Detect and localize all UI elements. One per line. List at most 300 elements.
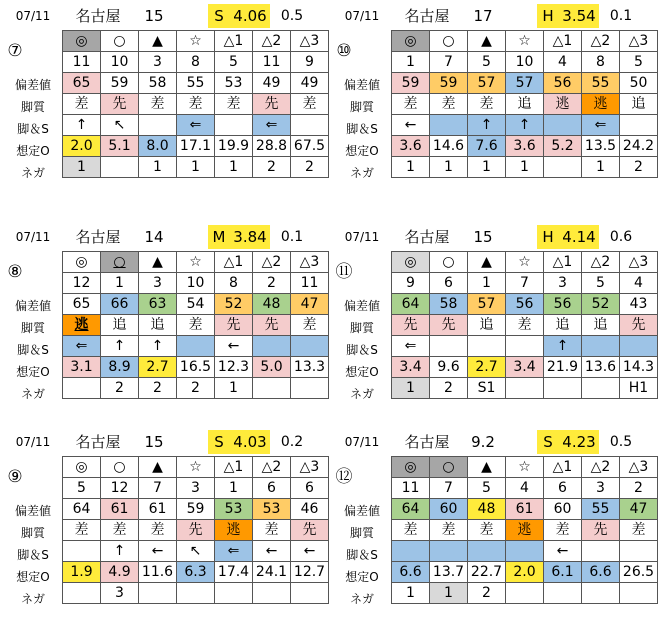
table-cell — [392, 541, 430, 562]
table-cell: 1 — [392, 157, 430, 178]
table-row — [63, 52, 329, 73]
table-cell: 46 — [291, 499, 329, 520]
table-cell: 1.9 — [63, 562, 101, 583]
table-cell: ○ — [430, 252, 468, 273]
table-cell: 7 — [430, 478, 468, 499]
table-cell: 1 — [506, 157, 544, 178]
table-cell: △1 — [215, 31, 253, 52]
table-cell — [63, 378, 101, 399]
race-diff: 0.2 — [280, 434, 304, 450]
table-cell: 61 — [139, 499, 177, 520]
table-cell: 逃 — [506, 520, 544, 541]
table-cell: 差 — [430, 94, 468, 115]
table-cell: ☆ — [177, 252, 215, 273]
table-cell: 1 — [215, 157, 253, 178]
table-cell: 差 — [177, 94, 215, 115]
race-value: 4.06 — [230, 4, 270, 28]
table-cell: 11 — [253, 52, 291, 73]
table-row — [392, 499, 658, 520]
table-cell: ◎ — [392, 457, 430, 478]
table-row — [392, 136, 658, 157]
table-cell: △2 — [582, 31, 620, 52]
row-label: 脚質 — [20, 321, 45, 335]
table-cell: 63 — [139, 294, 177, 315]
table-cell: 1 — [582, 157, 620, 178]
table-cell: ↑ — [506, 115, 544, 136]
table-cell: 61 — [506, 499, 544, 520]
table-cell: 28.8 — [253, 136, 291, 157]
race-grid — [391, 456, 658, 604]
table-cell: ↑ — [63, 115, 101, 136]
table-cell: 1 — [392, 583, 430, 604]
table-row — [63, 273, 329, 294]
table-row — [392, 52, 658, 73]
table-cell: ⇐ — [253, 115, 291, 136]
table-row — [392, 273, 658, 294]
table-cell: ← — [139, 541, 177, 562]
table-cell: 5.2 — [544, 136, 582, 157]
table-cell: 追 — [544, 315, 582, 336]
race-header — [333, 430, 658, 454]
table-cell: 8 — [215, 273, 253, 294]
table-cell: 3 — [139, 52, 177, 73]
row-label: 偏差値 — [343, 504, 380, 518]
table-cell: 3.6 — [506, 136, 544, 157]
table-cell: 先 — [291, 520, 329, 541]
row-label: ネガ — [20, 592, 45, 606]
table-cell: ○ — [101, 457, 139, 478]
table-cell — [63, 315, 101, 336]
table-cell: ☆ — [506, 457, 544, 478]
table-cell: 差 — [544, 520, 582, 541]
race-date: 07/11 — [15, 435, 51, 449]
race-grade: M — [208, 225, 230, 249]
table-row — [392, 73, 658, 94]
race-header — [4, 430, 329, 454]
table-cell: 56 — [544, 294, 582, 315]
table-row — [392, 478, 658, 499]
race-venue: 名古屋 — [404, 228, 450, 246]
cell-text: 逃 — [74, 317, 89, 333]
table-cell: 先 — [101, 94, 139, 115]
table-cell: 3 — [101, 583, 139, 604]
table-cell: 13.6 — [582, 357, 620, 378]
race-date: 07/11 — [344, 9, 380, 23]
race-venue: 名古屋 — [75, 7, 121, 25]
table-row — [392, 541, 658, 562]
table-row — [63, 157, 329, 178]
table-cell: 59 — [177, 499, 215, 520]
table-cell — [177, 583, 215, 604]
race-grid — [62, 456, 329, 604]
table-cell: 3 — [177, 478, 215, 499]
table-cell: 追 — [139, 315, 177, 336]
table-cell — [620, 583, 658, 604]
table-row — [63, 336, 329, 357]
table-cell: 6 — [544, 478, 582, 499]
race-number: 17 — [473, 7, 493, 25]
table-row — [63, 357, 329, 378]
table-cell — [63, 541, 101, 562]
race-number-marker: ⑫ — [335, 467, 353, 487]
table-cell: ◎ — [63, 252, 101, 273]
table-row — [392, 457, 658, 478]
table-cell: 56 — [544, 73, 582, 94]
race-number-marker: ⑧ — [7, 262, 23, 282]
row-label: ネガ — [20, 166, 45, 180]
table-cell — [253, 336, 291, 357]
table-cell: 53 — [215, 499, 253, 520]
table-cell: 差 — [506, 315, 544, 336]
race-grade: S — [208, 430, 230, 454]
table-cell: 5 — [620, 52, 658, 73]
table-row — [392, 357, 658, 378]
table-cell: ☆ — [506, 252, 544, 273]
table-cell — [582, 583, 620, 604]
table-cell: 1 — [139, 157, 177, 178]
table-cell — [582, 336, 620, 357]
table-cell: 差 — [392, 94, 430, 115]
table-cell: 先 — [392, 315, 430, 336]
race-diff: 0.5 — [280, 8, 304, 24]
table-cell — [430, 541, 468, 562]
table-cell: 4.9 — [101, 562, 139, 583]
table-cell: 先 — [430, 315, 468, 336]
row-label: ネガ — [349, 166, 374, 180]
table-cell: 7.6 — [468, 136, 506, 157]
table-cell: 1 — [101, 273, 139, 294]
race-number: 15 — [473, 228, 493, 246]
table-cell: 1 — [430, 157, 468, 178]
table-cell — [506, 541, 544, 562]
table-cell: ⇐ — [63, 336, 101, 357]
table-cell: 差 — [253, 520, 291, 541]
table-cell: 差 — [430, 520, 468, 541]
row-label: ネガ — [349, 592, 374, 606]
table-cell: ⇐ — [392, 336, 430, 357]
table-cell: 3.4 — [506, 357, 544, 378]
table-cell: ▲ — [139, 457, 177, 478]
race-panel — [333, 430, 658, 630]
row-label: 脚＆S — [17, 343, 49, 357]
row-label: 想定O — [345, 144, 379, 158]
race-number-marker: ⑪ — [335, 262, 353, 282]
table-cell: 1 — [215, 378, 253, 399]
table-cell: 59 — [392, 73, 430, 94]
race-grade: S — [208, 4, 230, 28]
table-cell: 2 — [101, 378, 139, 399]
table-row — [392, 378, 658, 399]
race-number-marker: ⑦ — [7, 41, 23, 61]
table-cell: ↖ — [101, 115, 139, 136]
table-cell — [620, 336, 658, 357]
table-cell: 1 — [430, 583, 468, 604]
race-panel — [4, 430, 329, 630]
table-cell: 6.3 — [177, 562, 215, 583]
row-label: 脚質 — [20, 526, 45, 540]
row-label: 偏差値 — [14, 504, 51, 518]
table-cell: 5.1 — [101, 136, 139, 157]
table-cell: 先 — [215, 315, 253, 336]
table-cell: 17.4 — [215, 562, 253, 583]
table-cell: 2.0 — [63, 136, 101, 157]
table-cell: ▲ — [139, 31, 177, 52]
table-cell: 2 — [253, 273, 291, 294]
race-grid — [62, 251, 329, 399]
cell-text: ○ — [113, 254, 126, 270]
table-cell: △2 — [253, 31, 291, 52]
table-cell: ☆ — [177, 31, 215, 52]
table-cell: 55 — [177, 73, 215, 94]
table-cell: △1 — [544, 457, 582, 478]
table-cell: 50 — [620, 73, 658, 94]
table-cell: △1 — [544, 31, 582, 52]
table-cell: 先 — [582, 520, 620, 541]
table-cell: 7 — [139, 478, 177, 499]
table-cell: 差 — [139, 520, 177, 541]
table-cell — [544, 115, 582, 136]
row-label: 脚質 — [20, 100, 45, 114]
race-number: 14 — [144, 228, 164, 246]
table-cell: 48 — [253, 294, 291, 315]
race-value: 3.54 — [559, 4, 599, 28]
table-cell: 8.9 — [101, 357, 139, 378]
table-cell: 差 — [291, 315, 329, 336]
table-row — [63, 520, 329, 541]
table-cell: 2.7 — [139, 357, 177, 378]
table-cell: 16.5 — [177, 357, 215, 378]
table-cell: ← — [253, 541, 291, 562]
table-cell: 8 — [582, 52, 620, 73]
race-diff: 0.1 — [280, 229, 304, 245]
row-label: 偏差値 — [14, 299, 51, 313]
race-header — [333, 225, 658, 249]
table-cell: S1 — [468, 378, 506, 399]
table-cell: 12.7 — [291, 562, 329, 583]
table-cell — [139, 583, 177, 604]
table-cell: 差 — [468, 94, 506, 115]
table-cell — [63, 583, 101, 604]
table-cell: 64 — [63, 499, 101, 520]
race-header — [333, 4, 658, 28]
table-cell: 11 — [63, 52, 101, 73]
table-cell: ☆ — [177, 457, 215, 478]
table-cell: 47 — [620, 499, 658, 520]
race-value: 3.84 — [230, 225, 270, 249]
table-cell — [506, 336, 544, 357]
table-cell — [215, 115, 253, 136]
table-cell: 8.0 — [139, 136, 177, 157]
row-label: 脚＆S — [346, 343, 378, 357]
table-row — [63, 73, 329, 94]
table-cell: △2 — [582, 252, 620, 273]
table-row — [63, 499, 329, 520]
table-cell — [506, 378, 544, 399]
table-cell: ← — [544, 541, 582, 562]
row-label: 脚＆S — [346, 548, 378, 562]
table-cell: ↖ — [177, 541, 215, 562]
table-cell: 差 — [392, 520, 430, 541]
table-row — [392, 252, 658, 273]
race-diff: 0.5 — [609, 434, 633, 450]
table-cell: 1 — [177, 157, 215, 178]
table-row — [63, 541, 329, 562]
race-grid — [391, 30, 658, 178]
table-cell — [506, 583, 544, 604]
table-row — [63, 457, 329, 478]
table-cell: 21.9 — [544, 357, 582, 378]
table-cell: 3 — [582, 478, 620, 499]
table-cell — [139, 115, 177, 136]
table-cell: 3.4 — [392, 357, 430, 378]
table-cell: 先 — [253, 315, 291, 336]
table-cell: 43 — [620, 294, 658, 315]
table-cell: 差 — [620, 520, 658, 541]
table-cell: 10 — [506, 52, 544, 73]
race-venue: 名古屋 — [404, 433, 450, 451]
table-row — [63, 94, 329, 115]
row-label: 脚＆S — [17, 548, 49, 562]
race-number-marker: ⑨ — [7, 467, 23, 487]
table-cell: 59 — [101, 73, 139, 94]
table-cell: 57 — [506, 73, 544, 94]
race-panel — [333, 4, 658, 204]
table-cell: 65 — [63, 73, 101, 94]
table-cell: 1 — [392, 52, 430, 73]
table-cell: ○ — [430, 31, 468, 52]
table-cell: 12 — [101, 478, 139, 499]
table-cell: 12 — [63, 273, 101, 294]
table-cell — [101, 157, 139, 178]
table-cell: ▲ — [468, 252, 506, 273]
race-panel — [4, 225, 329, 425]
table-cell: ▲ — [468, 457, 506, 478]
row-label: 脚質 — [349, 100, 374, 114]
table-row — [392, 583, 658, 604]
table-cell: △3 — [620, 252, 658, 273]
table-cell: ← — [215, 336, 253, 357]
table-cell: 64 — [392, 499, 430, 520]
table-cell — [620, 115, 658, 136]
table-row — [392, 520, 658, 541]
table-cell: △2 — [582, 457, 620, 478]
table-cell: 7 — [506, 273, 544, 294]
table-cell: 57 — [468, 294, 506, 315]
race-venue: 名古屋 — [75, 433, 121, 451]
table-cell: 逃 — [215, 520, 253, 541]
table-cell — [253, 583, 291, 604]
table-cell: ⇐ — [215, 541, 253, 562]
table-cell: ↑ — [101, 541, 139, 562]
table-row — [392, 94, 658, 115]
table-cell: 1 — [63, 157, 101, 178]
row-label: 脚＆S — [346, 122, 378, 136]
row-label: 脚＆S — [17, 122, 49, 136]
table-row — [392, 294, 658, 315]
table-cell: 52 — [582, 294, 620, 315]
race-grade: H — [537, 4, 559, 28]
table-cell: △3 — [620, 31, 658, 52]
table-cell: 9 — [392, 273, 430, 294]
table-cell: △1 — [215, 457, 253, 478]
table-cell — [291, 115, 329, 136]
table-cell: 57 — [468, 73, 506, 94]
table-cell: 2 — [139, 378, 177, 399]
table-cell: 48 — [468, 499, 506, 520]
table-row — [63, 478, 329, 499]
table-cell — [101, 252, 139, 273]
race-grid — [62, 30, 329, 178]
race-number: 9.2 — [471, 433, 495, 451]
table-cell: 逃 — [544, 94, 582, 115]
table-cell — [215, 583, 253, 604]
table-cell: 53 — [253, 499, 291, 520]
table-cell: 6.6 — [582, 562, 620, 583]
table-cell: 6.6 — [392, 562, 430, 583]
table-cell: ○ — [101, 31, 139, 52]
table-cell — [177, 336, 215, 357]
table-row — [392, 562, 658, 583]
table-cell — [291, 583, 329, 604]
table-cell: 17.1 — [177, 136, 215, 157]
table-cell: 差 — [63, 520, 101, 541]
table-cell: 2.0 — [506, 562, 544, 583]
table-row — [392, 157, 658, 178]
table-cell: 54 — [177, 294, 215, 315]
table-cell: 11 — [392, 478, 430, 499]
table-cell: 5 — [63, 478, 101, 499]
table-cell: 52 — [215, 294, 253, 315]
table-cell: 4 — [544, 52, 582, 73]
table-cell: 5 — [215, 52, 253, 73]
table-cell: 逃 — [582, 94, 620, 115]
race-number-marker: ⑩ — [336, 41, 352, 61]
row-label: 想定O — [345, 365, 379, 379]
table-cell: 2 — [468, 583, 506, 604]
table-row — [392, 31, 658, 52]
table-cell: △1 — [215, 252, 253, 273]
table-cell: 2 — [291, 157, 329, 178]
table-cell: 3 — [139, 273, 177, 294]
race-header — [4, 225, 329, 249]
table-cell: ↑ — [468, 115, 506, 136]
table-row — [63, 115, 329, 136]
race-value: 4.03 — [230, 430, 270, 454]
table-cell: 8 — [177, 52, 215, 73]
table-cell: H1 — [620, 378, 658, 399]
table-cell — [291, 336, 329, 357]
table-cell: 追 — [468, 315, 506, 336]
table-cell: 53 — [215, 73, 253, 94]
race-header — [4, 4, 329, 28]
table-cell: 59 — [430, 73, 468, 94]
race-diff: 0.6 — [609, 229, 633, 245]
table-cell: ← — [291, 541, 329, 562]
table-cell: 2 — [253, 157, 291, 178]
table-row — [392, 115, 658, 136]
table-cell: 4 — [506, 478, 544, 499]
table-cell — [620, 541, 658, 562]
table-cell: 19.9 — [215, 136, 253, 157]
table-cell: 60 — [430, 499, 468, 520]
table-cell — [544, 583, 582, 604]
race-number: 15 — [144, 433, 164, 451]
table-row — [63, 583, 329, 604]
table-row — [63, 378, 329, 399]
table-cell: ◎ — [63, 457, 101, 478]
table-cell: 差 — [291, 94, 329, 115]
row-label: ネガ — [20, 387, 45, 401]
